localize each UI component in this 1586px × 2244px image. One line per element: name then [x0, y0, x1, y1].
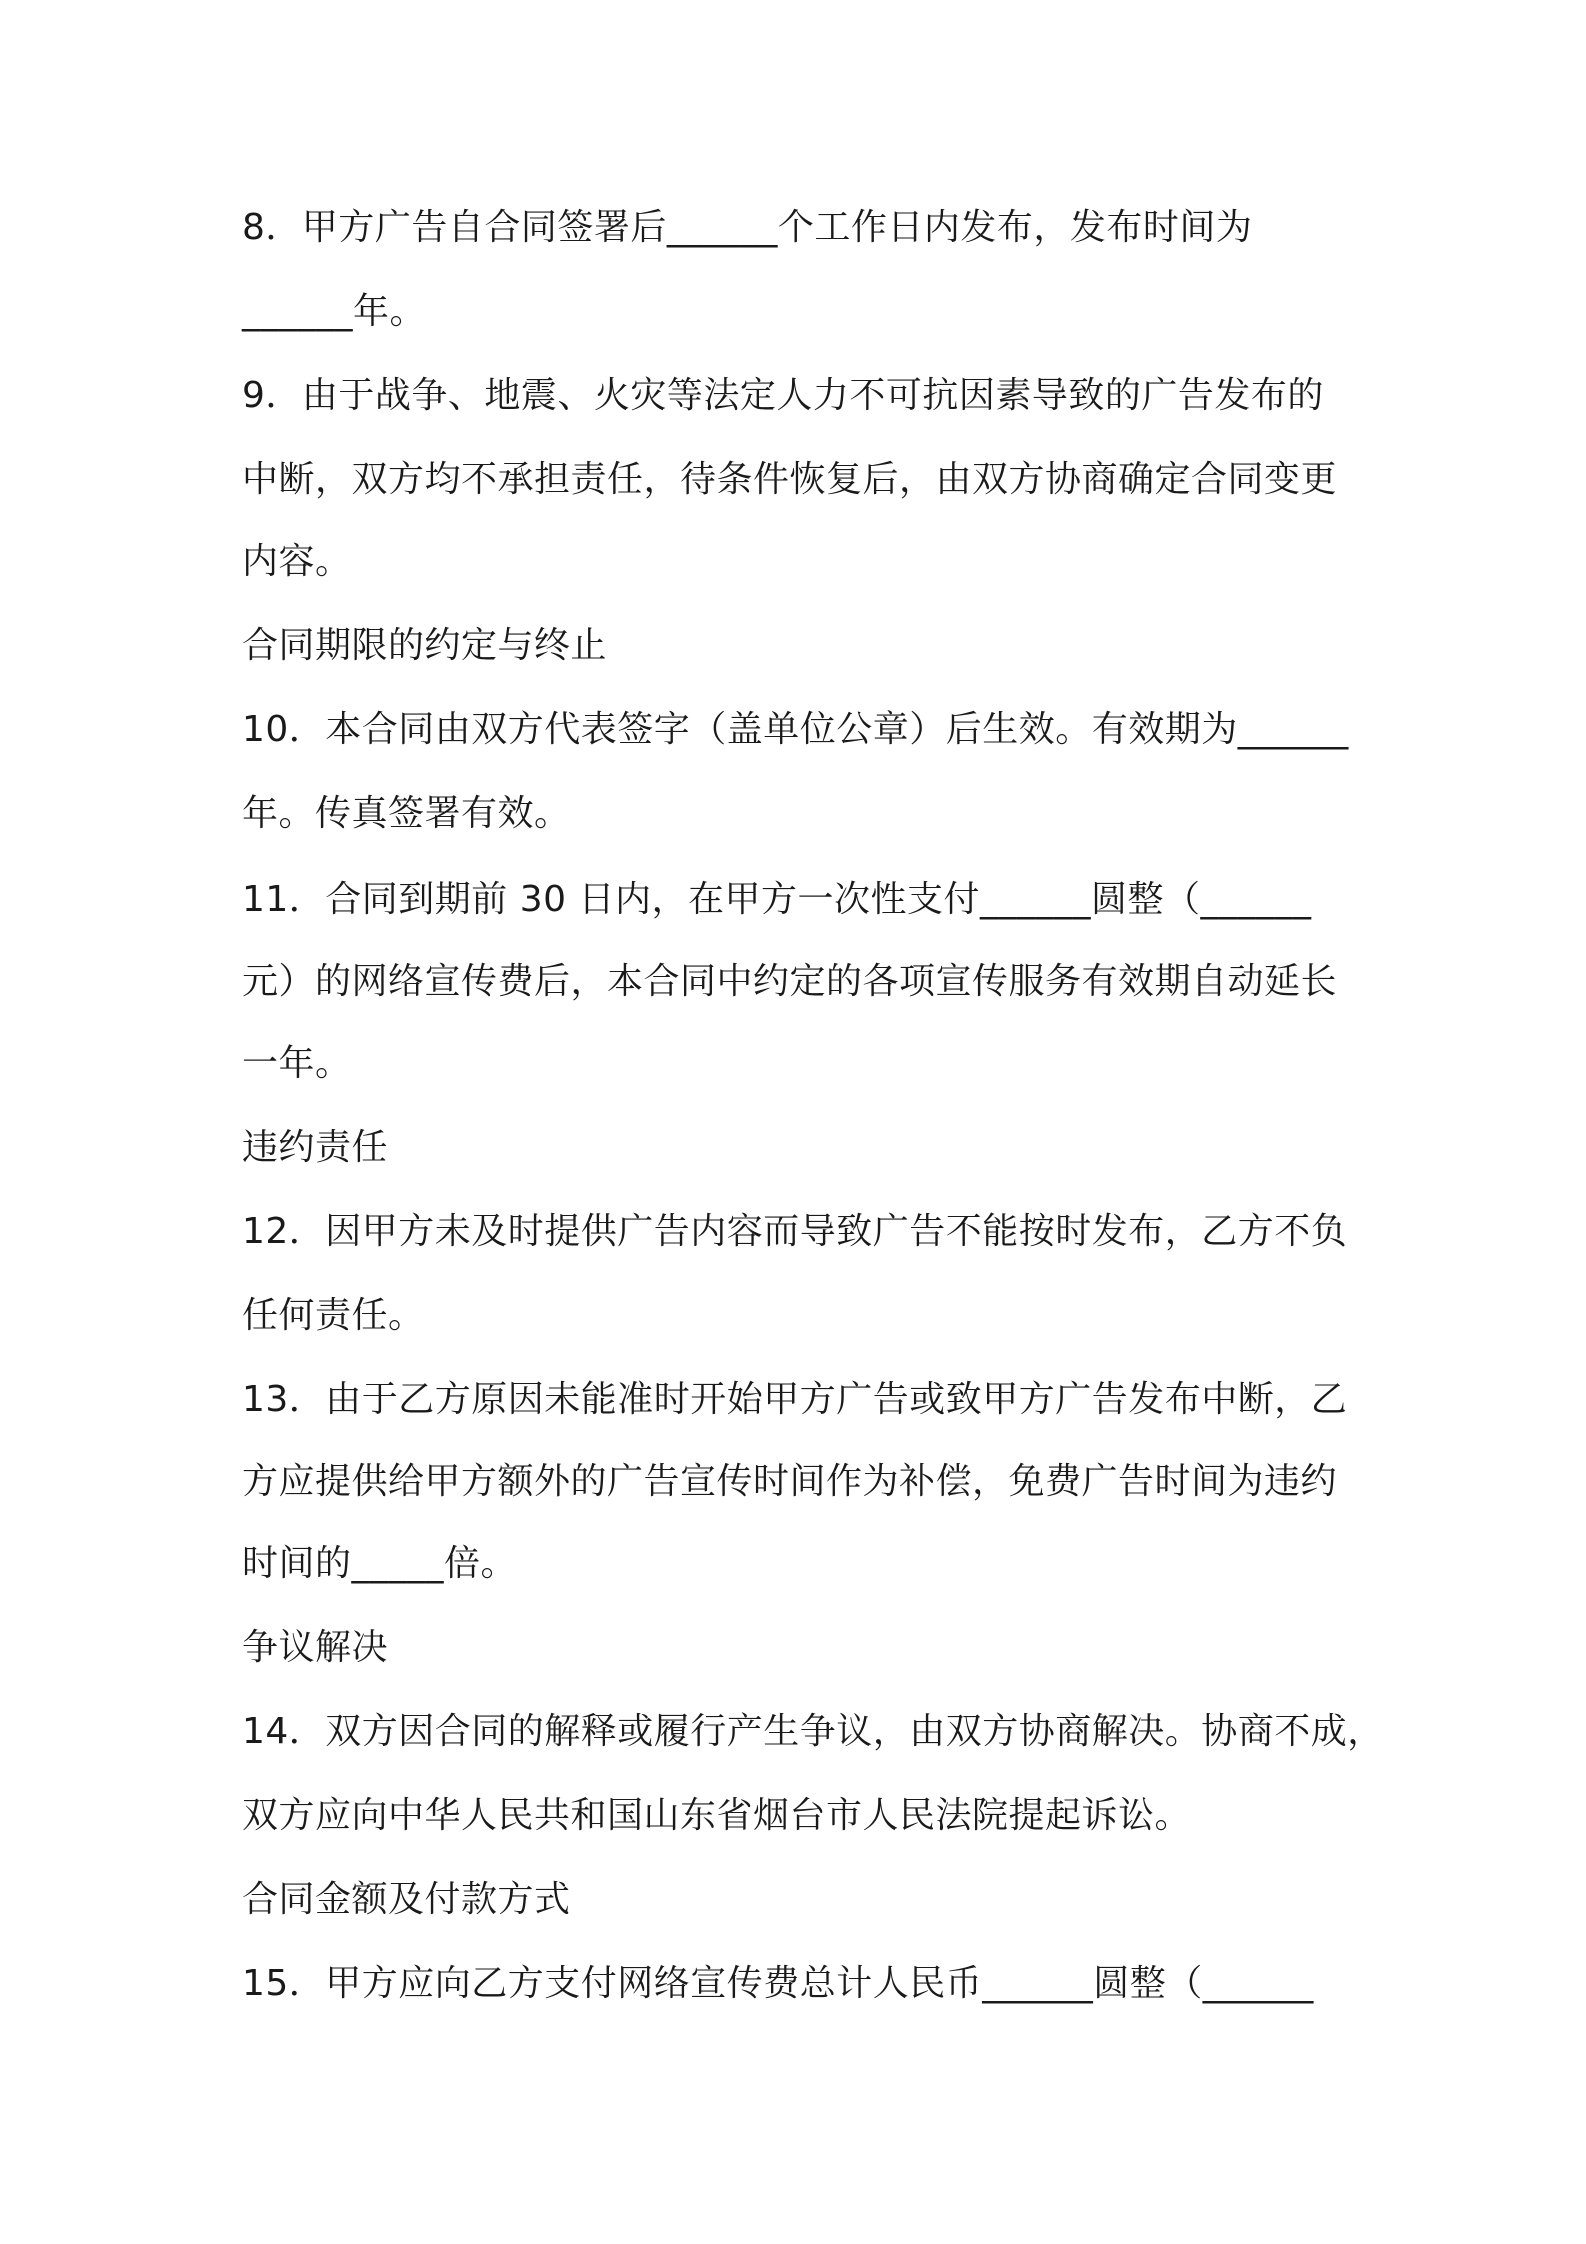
clause-10-line-2: 年。传真签署有效。 — [242, 793, 571, 834]
clause-8-line-2: ______年。 — [242, 291, 427, 332]
clause-9-line-3: 内容。 — [242, 541, 352, 582]
clause-11-line-2: 元）的网络宣传费后，本合同中约定的各项宣传服务有效期自动延长 — [242, 961, 1338, 1002]
clause-8-line-1: 8．甲方广告自合同签署后______个工作日内发布，发布时间为 — [242, 207, 1253, 248]
clause-12-line-1: 12．因甲方未及时提供广告内容而导致广告不能按时发布，乙方不负 — [242, 1211, 1348, 1252]
clause-12-line-2: 任何责任。 — [242, 1295, 425, 1336]
clause-14-line-1: 14．双方因合同的解释或履行产生争议，由双方协商解决。协商不成， — [242, 1711, 1384, 1752]
clause-11-line-1: 11．合同到期前 30 日内，在甲方一次性支付______圆整（______ — [242, 879, 1312, 920]
clause-9-line-2: 中断，双方均不承担责任，待条件恢复后，由双方协商确定合同变更 — [242, 459, 1338, 500]
clause-13-line-3: 时间的_____倍。 — [242, 1543, 518, 1584]
clause-11-line-3: 一年。 — [242, 1043, 352, 1084]
clause-9-line-1: 9．由于战争、地震、火灾等法定人力不可抗因素导致的广告发布的 — [242, 375, 1324, 416]
section-heading-payment: 合同金额及付款方式 — [242, 1879, 571, 1920]
clause-10-line-1: 10．本合同由双方代表签字（盖单位公章）后生效。有效期为______ — [242, 709, 1349, 750]
clause-14-line-2: 双方应向中华人民共和国山东省烟台市人民法院提起诉讼。 — [242, 1795, 1192, 1836]
section-heading-term: 合同期限的约定与终止 — [242, 625, 608, 666]
section-heading-breach: 违约责任 — [242, 1127, 389, 1168]
clause-13-line-1: 13．由于乙方原因未能准时开始甲方广告或致甲方广告发布中断，乙 — [242, 1379, 1348, 1420]
section-heading-dispute: 争议解决 — [242, 1627, 389, 1668]
clause-15-line-1: 15．甲方应向乙方支付网络宣传费总计人民币______圆整（______ — [242, 1963, 1314, 2004]
clause-13-line-2: 方应提供给甲方额外的广告宣传时间作为补偿，免费广告时间为违约 — [242, 1461, 1338, 1502]
